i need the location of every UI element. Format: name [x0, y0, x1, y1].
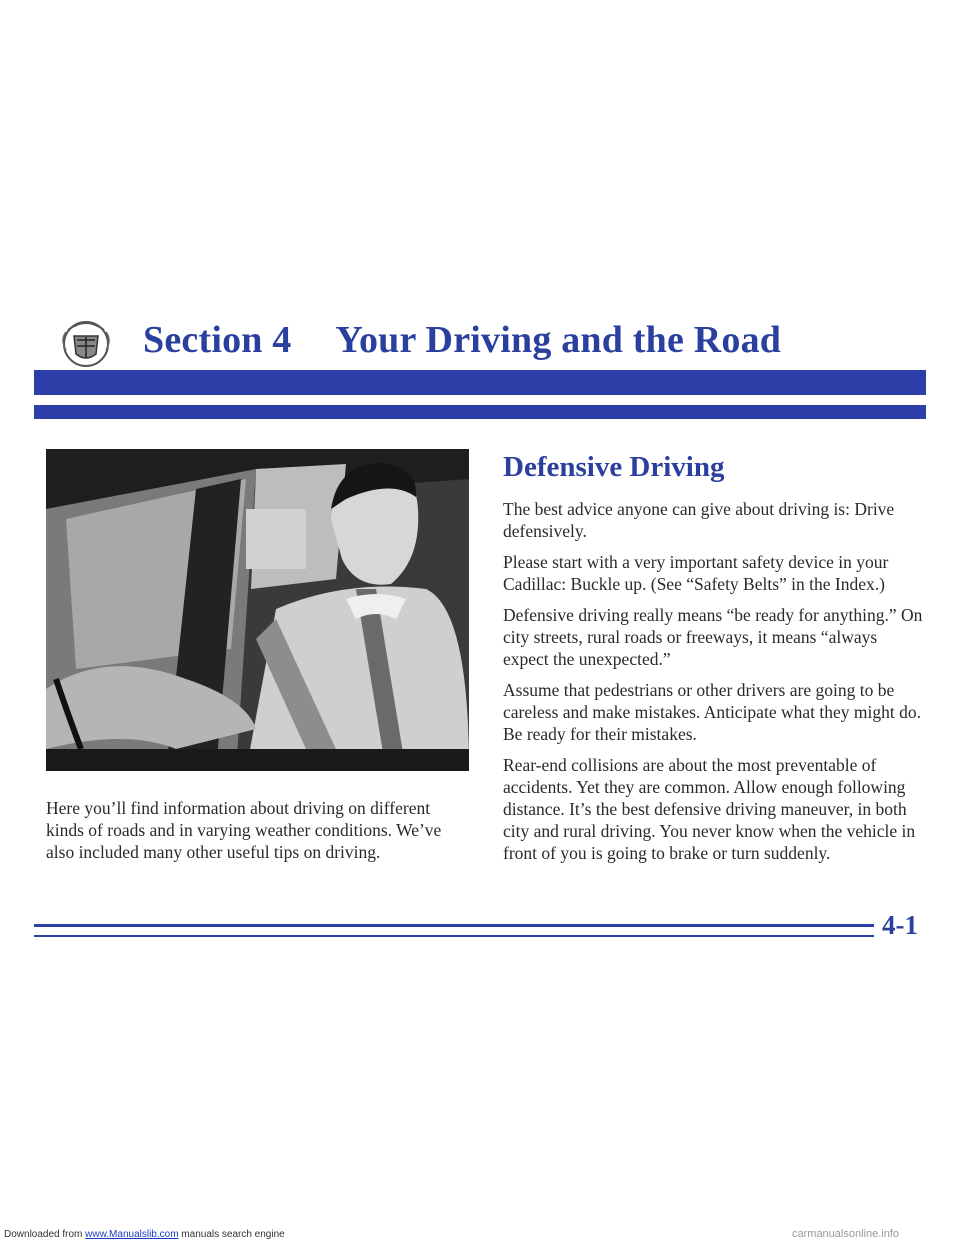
watermark: carmanualsonline.info — [792, 1228, 900, 1240]
download-note — [4, 1229, 285, 1240]
paragraph: Assume that pedestrians or other drivers are going to be careless and make mistakes. Anticipate what they might do. Be ready for their mistakes. — [503, 680, 921, 744]
section-title — [133, 318, 781, 362]
download-suffix: manuals search engine — [178, 1229, 285, 1240]
paragraph: Defensive driving really means “be ready for anything.” On city streets, rural roads or freeways, it means “always expect the unexpected.” — [503, 605, 923, 669]
cadillac-crest-icon — [54, 310, 118, 374]
header-band-top — [34, 370, 926, 395]
paragraph: The best advice anyone can give about driving is: Drive defensively. — [503, 499, 895, 541]
section-name: Your Driving and the Road — [335, 319, 782, 361]
section-heading: Defensive Driving — [503, 451, 725, 483]
download-prefix: Downloaded from — [4, 1229, 86, 1240]
defensive-driving-section — [503, 450, 923, 873]
header-band-bottom — [34, 405, 926, 419]
paragraph: Please start with a very important safety device in your Cadillac: Buckle up. (See “Safety Belts” in the Index.) — [503, 552, 889, 594]
driver-illustration — [46, 449, 469, 771]
footer-rule — [34, 924, 874, 927]
manualslib-link[interactable]: www.Manualslib.com — [85, 1229, 179, 1240]
intro-paragraph: Here you’ll find information about driving on different kinds of roads and in varying weather conditions. We’ve also included many other useful tips on driving. — [46, 798, 442, 862]
footer-rule — [34, 935, 874, 937]
page-number: 4-1 — [882, 910, 918, 940]
paragraph: Rear-end collisions are about the most preventable of accidents. Yet they are common. Allow enough following distance. It’s the best defensive driving maneuver, in both city and rural driving. You never know when the vehicle in front of you is going to brake or turn suddenly. — [503, 755, 916, 863]
section-label: Section 4 — [143, 319, 292, 361]
